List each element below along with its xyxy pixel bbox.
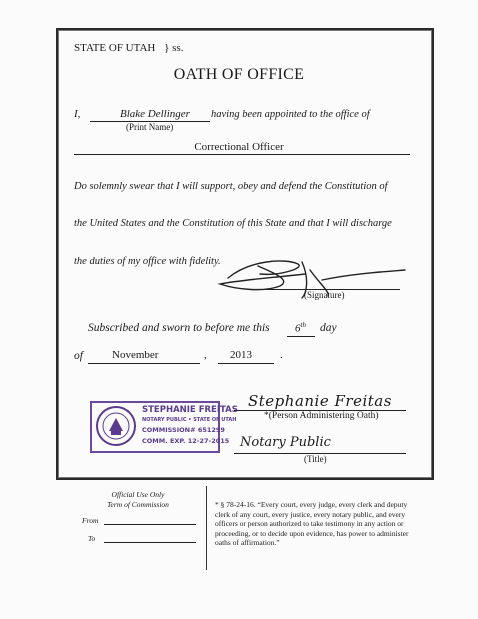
day-line: [287, 336, 315, 337]
month: November: [112, 349, 159, 361]
notary-name: STEPHANIE FREITAS: [142, 405, 238, 415]
month-line: [88, 363, 200, 364]
print-name-label: (Print Name): [126, 122, 174, 132]
ss-brace: } ss.: [164, 42, 184, 54]
to-label: To: [88, 534, 96, 543]
day-label: day: [320, 322, 337, 334]
from-line: [104, 524, 196, 525]
office-line: [74, 154, 410, 155]
state-venue: [74, 42, 183, 54]
notary-state: NOTARY PUBLIC • STATE OF UTAH: [142, 417, 237, 423]
pronoun: I,: [74, 108, 81, 120]
title-label: (Title): [304, 454, 327, 464]
oath-line-1: Do solemnly swear that I will support, obey and defend the Constitution of: [74, 181, 388, 192]
to-line: [104, 542, 196, 543]
state-line: STATE OF UTAH: [74, 42, 156, 54]
year-line: [218, 363, 274, 364]
date-comma: ,: [204, 349, 207, 361]
footer-divider: [206, 486, 207, 570]
notary-commission: COMMISSION# 651299: [142, 426, 225, 434]
term-of-commission-label: Term of Commission: [107, 499, 169, 509]
notary-stamp: [90, 401, 238, 453]
title-handwritten: Notary Public: [240, 435, 331, 450]
signature-label: (Signature): [304, 290, 345, 300]
printed-name: Blake Dellinger: [120, 108, 190, 120]
page-title: OATH OF OFFICE: [173, 66, 305, 83]
notary-expiration: COMM. EXP. 12-27-2015: [142, 437, 230, 445]
appointment-phrase: having been appointed to the office of: [211, 109, 370, 120]
date-period: .: [280, 349, 283, 361]
day-value: [295, 321, 306, 335]
administrator-label: *(Person Administering Oath): [264, 411, 379, 421]
oath-line-2: the United States and the Constitution of this State and that I will discharge: [74, 218, 392, 229]
official-use-label: Official Use Only: [111, 490, 165, 499]
day-number: 6: [295, 322, 301, 335]
administrator-signature: Stephanie Freitas: [248, 392, 392, 410]
year: 2013: [230, 349, 252, 361]
day-suffix: th: [300, 321, 306, 329]
of-label: of: [74, 350, 83, 362]
statute-footnote: * § 78-24-16. “Every court, every judge, every clerk and deputy clerk of any court, every justice, every notary public, and every officers or person authorized to take testimony in any action or proceeding, or to decide upon evidence, has power to administer oaths of affirmation.”: [215, 500, 409, 547]
sworn-text: Subscribed and sworn to before me this: [88, 322, 270, 334]
from-label: From: [82, 516, 99, 525]
official-use-heading: [88, 490, 188, 509]
state-seal-icon: [95, 405, 137, 447]
office-title: Correctional Officer: [194, 141, 284, 153]
oath-line-3: the duties of my office with fidelity.: [74, 256, 221, 267]
